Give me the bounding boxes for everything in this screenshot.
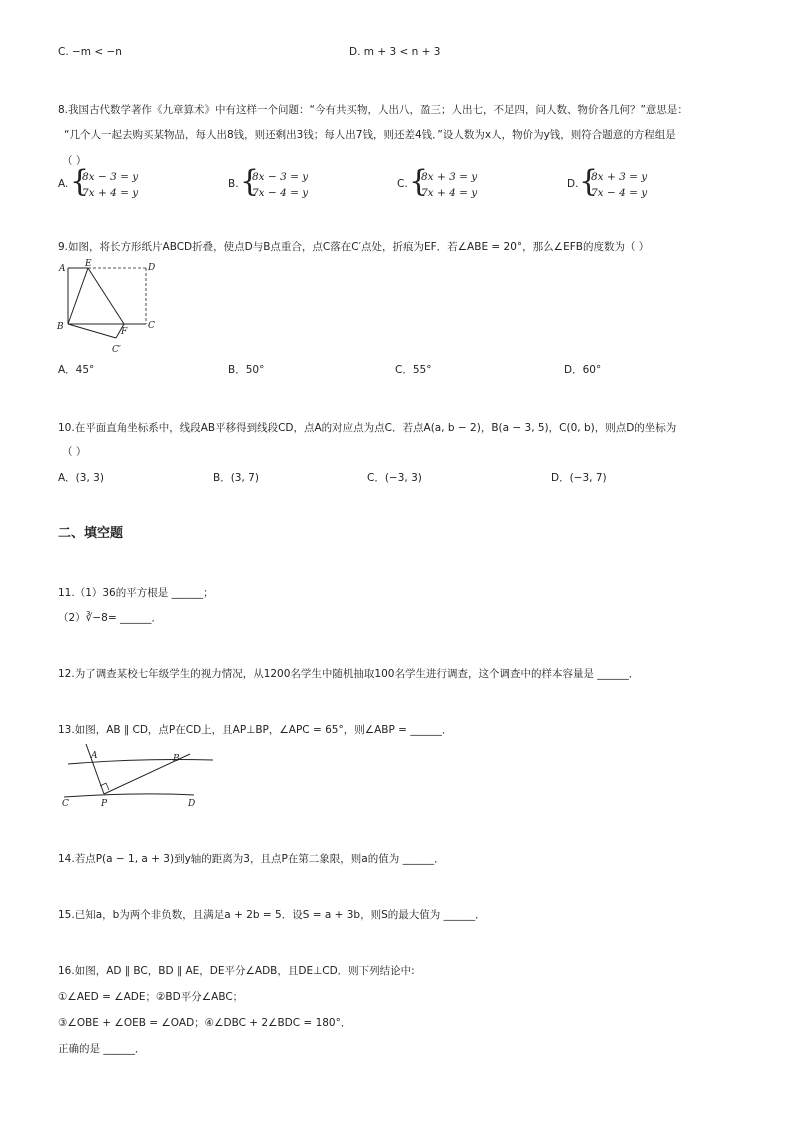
q9-label-c: C: [148, 321, 155, 331]
q8-option-a-label: A.: [58, 178, 69, 190]
q16-line3: ③∠OBE + ∠OEB = ∠OAD；④∠DBC + 2∠BDC = 180°．: [58, 1017, 352, 1029]
q7-option-c: C. −m < −n: [58, 46, 122, 58]
q9-option-c: C．55°: [395, 364, 432, 376]
q16-line1: 16.如图，AD ∥ BC，BD ∥ AE，DE平分∠ADB，且DE⊥CD．则下列结论中:: [58, 965, 415, 977]
q9-stem: 9.如图，将长方形纸片ABCD折叠，使点D与B点重合，点C落在C′点处，折痕为EF．若∠ABE = 20°，那么∠EFB的度数为（ ）: [58, 241, 650, 253]
q13-label-p: P: [101, 799, 108, 809]
q9-label-b: B: [57, 322, 64, 332]
q10-stem: 10.在平面直角坐标系中，线段AB平移得到线段CD，点A的对应点为点C．若点A(a, b − 2)，B(a − 3, 5)，C(0, b)，则点D的坐标为: [58, 422, 677, 434]
q8-option-a-eq2: 7x + 4 = y: [82, 187, 139, 199]
q8-option-b-eq2: 7x − 4 = y: [252, 187, 309, 199]
q13-label-b: B: [173, 754, 180, 764]
q8-option-b-eq1: 8x − 3 = y: [252, 171, 309, 183]
q9-option-a: A．45°: [58, 364, 95, 376]
q14-stem: 14.若点P(a − 1, a + 3)到y轴的距离为3，且点P在第二象限，则a的值为 ______．: [58, 853, 445, 865]
q16-line2: ①∠AED = ∠ADE；②BD平分∠ABC；: [58, 991, 244, 1003]
q10-option-a: A．(3, 3): [58, 472, 104, 484]
q8-option-b-label: B.: [228, 178, 239, 190]
q13-figure: [58, 740, 238, 812]
q9-option-b: B．50°: [228, 364, 265, 376]
q9-label-f: F: [121, 327, 128, 337]
q8-option-c-label: C.: [397, 178, 408, 190]
q9-label-d: D: [148, 263, 156, 273]
q11-line2: （2）∛−8= ______．: [58, 612, 162, 624]
q13-label-a: A: [91, 751, 98, 761]
q10-option-d: D．(−3, 7): [551, 472, 607, 484]
q8-paren: （ ）: [62, 155, 87, 167]
q8-stem-line2: “几个人一起去购买某物品，每人出8钱，则还剩出3钱；每人出7钱，则还差4钱．”设人数为x人，物价为y钱，则符合题意的方程组是: [64, 129, 676, 141]
q9-label-a: A: [59, 264, 66, 274]
q9-figure: [54, 258, 164, 358]
q8-stem-line1: 8.我国古代数学著作《九章算术》中有这样一个问题：“今有共买物，人出八，盈三；人出七，不足四，问人数、物价各几何？”意思是：: [58, 104, 688, 116]
q9-option-d: D．60°: [564, 364, 602, 376]
q8-option-d-eq2: 7x − 4 = y: [591, 187, 648, 199]
q16-line4: 正确的是 ______．: [58, 1043, 146, 1055]
q8-option-a-eq1: 8x − 3 = y: [82, 171, 139, 183]
q15-stem: 15.已知a，b为两个非负数，且满足a + 2b = 5．设S = a + 3b，则S的最大值为 ______．: [58, 909, 486, 921]
q9-label-e: E: [85, 259, 92, 269]
q12-stem: 12.为了调查某校七年级学生的视力情况，从1200名学生中随机抽取100名学生进行调查，这个调查中的样本容量是 ______．: [58, 668, 640, 680]
q10-option-c: C．(−3, 3): [367, 472, 422, 484]
section-title: 二、填空题: [58, 526, 124, 541]
q10-paren: （ ）: [62, 446, 87, 458]
q13-label-c: C: [62, 799, 69, 809]
q8-option-c-eq2: 7x + 4 = y: [421, 187, 478, 199]
q8-option-d-label: D.: [567, 178, 579, 190]
q11-line1: 11.（1）36的平方根是 ______；: [58, 587, 214, 599]
q10-option-b: B．(3, 7): [213, 472, 259, 484]
q8-option-c-eq1: 8x + 3 = y: [421, 171, 478, 183]
q7-option-d: D. m + 3 < n + 3: [349, 46, 441, 58]
q13-stem: 13.如图，AB ∥ CD，点P在CD上，且AP⊥BP，∠APC = 65°，则∠ABP = ______．: [58, 724, 453, 736]
q8-option-d-eq1: 8x + 3 = y: [591, 171, 648, 183]
q9-label-cprime: C′: [112, 345, 121, 355]
q13-label-d: D: [188, 799, 196, 809]
